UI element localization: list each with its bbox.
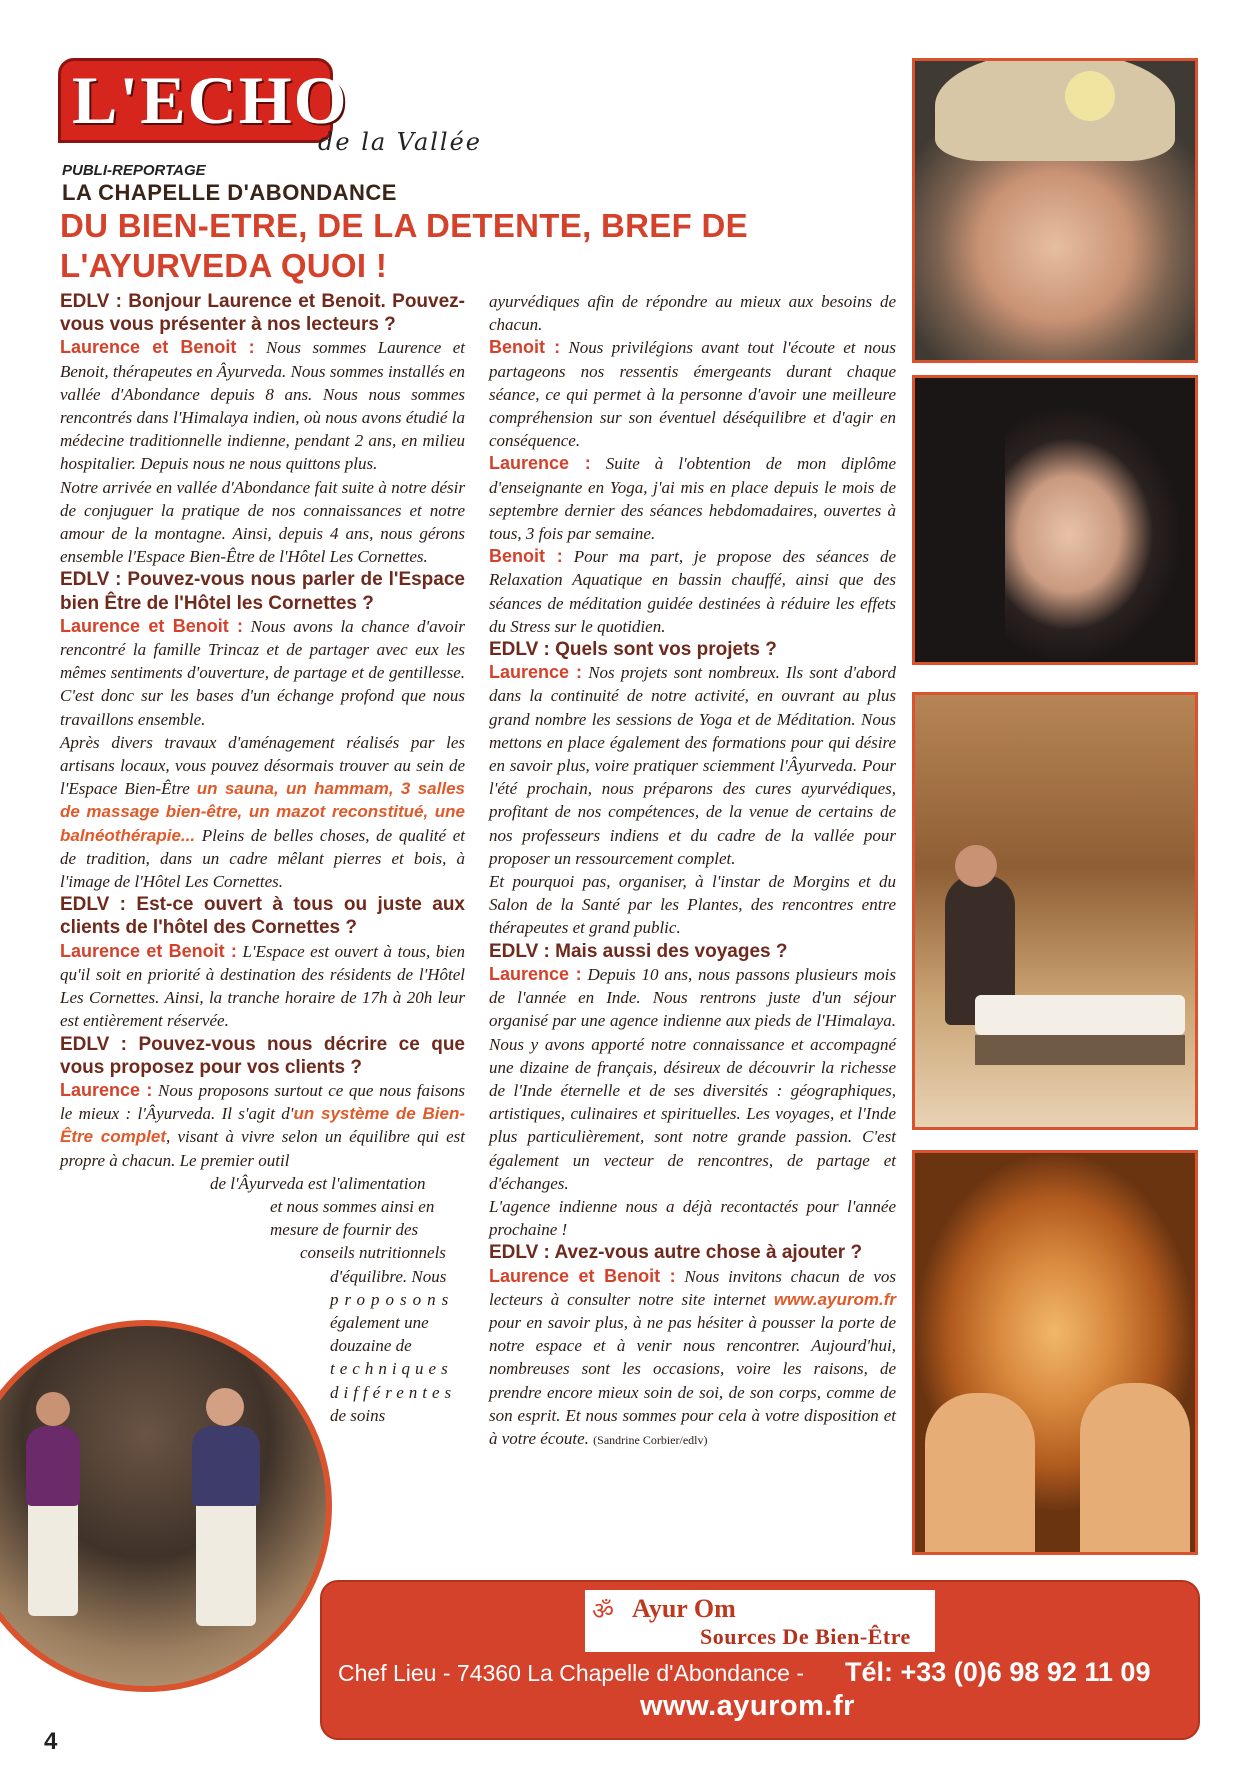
speaker-label: Benoit : [489, 337, 561, 358]
question-2: EDLV : Pouvez-vous nous parler de l'Espace bien Être de l'Hôtel les Cornettes ? [60, 569, 465, 614]
speaker-label: Laurence et Benoit : [489, 1265, 676, 1286]
right-column [489, 290, 896, 1452]
speaker-label: Laurence et Benoit : [60, 615, 244, 636]
om-icon: ॐ [592, 1597, 614, 1625]
answer-text: L'agence indienne nous a déjà recontactés pour l'année prochaine ! [489, 1196, 896, 1240]
answer-text: Notre arrivée en vallée d'Abondance fait suite à notre désir de conjuguer la pratique de nos connaissances et notre amour de la montagne. Ainsi, depuis 4 ans, nous gérons ensemble l'Espace Bien-Être de l'Hôtel Les Cornettes. [60, 477, 465, 567]
question-5: EDLV : Quels sont vos projets ? [489, 639, 777, 661]
photo-benoit-portrait [912, 58, 1198, 363]
advert-phone[interactable]: Tél: +33 (0)6 98 92 11 09 [845, 1657, 1151, 1687]
speaker-label: Benoit : [489, 546, 563, 567]
answer-text: Nos projets sont nombreux. Ils sont d'abord dans la continuité de notre activité, en ouvrant au plus grand nombre les sessions de Yoga et de Méditation. Nous mettons en place également des formations pour qui désire en savoir plus, voire pratiquer sciemment l'Âyurveda. Pour l'été prochain, nous préparons des cures ayurvédiques, profitant de nos compétences, de la venue de certains de nos professeurs indiens et du cadre de la vallée pour proposer un ressourcement complet. [489, 663, 896, 868]
highlight-text: un système de Bien-Être complet [60, 1104, 466, 1147]
wrapped-line: et nous sommes ainsi en [270, 1196, 435, 1216]
wrapped-line: d'équilibre. Nous [330, 1266, 447, 1286]
answer-text: Nous sommes Laurence et Benoit, thérapeutes en Âyurveda. Nous sommes installés en vallée d'Abondance depuis 8 ans. Nous nous sommes rencontrés dans l'Himalaya indien, où nous avons étudié la médecine traditionnelle indienne, pendant 2 ans, en milieu hospitalier. Depuis nous ne nous quittons plus. [60, 338, 465, 474]
question-1: EDLV : Bonjour Laurence et Benoit. Pouvez-vous vous présenter à nos lecteurs ? [60, 291, 465, 336]
speaker-label: Laurence : [489, 662, 582, 683]
left-column [60, 290, 465, 1427]
highlight-text: un sauna, un hammam, 3 salles de massage bien-être, un mazot reconstitué, une balnéothérapie... [60, 779, 465, 845]
logo-subtitle: de la Vallée [318, 128, 483, 156]
speaker-label: Laurence et Benoit : [60, 940, 237, 961]
answer-text: L'Espace est ouvert à tous, bien qu'il soit en priorité à destination des résidents de l'Hôtel Les Cornettes. Ainsi, la tranche horaire de 17h à 20h leur est entièrement réservée. [60, 941, 465, 1031]
wrapped-line: de l'Âyurveda est l'alimentation [210, 1173, 426, 1193]
question-7: EDLV : Avez-vous autre chose à ajouter ? [489, 1242, 863, 1264]
website-link[interactable]: www.ayurom.fr [773, 1289, 896, 1309]
wrapped-line: proposons [330, 1289, 455, 1309]
wrapped-line: techniques [330, 1359, 453, 1379]
logo-title: L'ECHO [72, 62, 349, 138]
answer-text: Nous proposons surtout ce que nous faisons le mieux : l'Âyurveda. Il s'agit d' [60, 1080, 466, 1124]
answer-text: Suite à l'obtention de mon diplôme d'enseignante en Yoga, j'ai mis en place depuis le mois de septembre dernier des séances hebdomadaires, ouvertes à tous, 3 fois par semaine. [489, 454, 897, 544]
page-number: 4 [44, 1728, 58, 1755]
kicker: PUBLI-REPORTAGE [62, 162, 206, 179]
location-title: LA CHAPELLE D'ABONDANCE [62, 180, 397, 205]
answer-text: Nous privilégions avant tout l'écoute et nous partageons nos ressentis émergeants durant chaque séance, ce qui permet à la personne d'avoir une meilleure compréhension sur son éventuel déséquilibre et d'agir en conséquence. [489, 338, 896, 451]
answer-text: ayurvédiques afin de répondre au mieux aux besoins de chacun. [489, 292, 896, 335]
advert-address: Chef Lieu - 74360 La Chapelle d'Abondance - [338, 1660, 805, 1686]
speaker-label: Laurence et Benoit : [60, 337, 255, 358]
question-3: EDLV : Est-ce ouvert à tous ou juste aux clients de l'hôtel des Cornettes ? [60, 894, 465, 939]
advert-brand: Ayur Om [632, 1594, 736, 1623]
wrapped-line: de soins [330, 1405, 386, 1425]
answer-text: Nous invitons chacun de vos lecteurs à consulter notre site internet [489, 1266, 896, 1309]
question-6: EDLV : Mais aussi des voyages ? [489, 940, 788, 962]
photo-head-massage [912, 1150, 1198, 1555]
answer-text: Pleins de belles choses, de qualité et de tradition, dans un cadre mêlant pierres et bois, à l'image de l'Hôtel Les Cornettes. [60, 825, 465, 892]
wrapped-line: également une [330, 1312, 429, 1332]
photo-massage-room [912, 692, 1198, 1130]
credit: (Sandrine Corbier/edlv) [593, 1432, 708, 1447]
answer-text: pour en savoir plus, à ne pas hésiter à pousser la porte de notre espace et à venir nous rencontrer. Aujourd'hui, nombreuses sont les occasions, voire les raisons, de prendre encore mieux soin de soi, de son corps, comme de son esprit. Et nous sommes pour cela à votre disposition et à votre écoute. [489, 1312, 896, 1448]
answer-text: , visant à vivre selon un équilibre qui est propre à chacun. Le premier outil [60, 1127, 465, 1170]
wrapped-line: douzaine de [330, 1336, 412, 1356]
photo-laurence-portrait [912, 375, 1198, 665]
speaker-label: Laurence : [60, 1079, 153, 1100]
question-4: EDLV : Pouvez-vous nous décrire ce que vous proposez pour vos clients ? [60, 1033, 465, 1078]
wrapped-line: conseils nutritionnels [300, 1243, 446, 1263]
wrapped-line: mesure de fournir des [270, 1220, 419, 1240]
advert-website-link[interactable]: www.ayurom.fr [640, 1690, 855, 1722]
answer-text: Après divers travaux d'aménagement réalisés par les artisans locaux, vous pouvez désormais trouver au sein de l'Espace Bien-Être [60, 732, 465, 799]
speaker-label: Laurence : [489, 453, 591, 474]
answer-text: Nous avons la chance d'avoir rencontré la famille Trincaz et de partager avec eux les mêmes sentiments d'ouverture, de partage et de gentillesse. C'est donc sur les bases d'un échange profond que nous travaillons ensemble. [60, 616, 466, 729]
headline: DU BIEN-ETRE, DE LA DETENTE, BREF DE L'AYURVEDA QUOI ! [60, 207, 748, 284]
answer-text: Pour ma part, je propose des séances de Relaxation Aquatique en bassin chauffé, ainsi que des séances de méditation guidée destinées à réduire les effets du Stress sur le quotidien. [489, 547, 896, 636]
advert-tagline: Sources De Bien-Être [700, 1624, 911, 1649]
wrapped-line: différentes [330, 1382, 457, 1402]
answer-text: Et pourquoi pas, organiser, à l'instar de Morgins et du Salon de la Santé par les Plantes, des rencontres entre thérapeutes et grand public. [489, 872, 896, 938]
answer-text: Depuis 10 ans, nous passons plusieurs mois de l'année en Inde. Nous rentrons juste d'un séjour organisé par une agence indienne aux pieds de l'Himalaya. Nous y avons apporté notre connaissance et accompagné une dizaine de français, désireux de découvrir la richesse de l'Inde éternelle et de ses diversités : géographiques, artistiques, culinaires et spirituelles. Les voyages, et l'Inde plus particulièrement, sont notre grande passion. C'est également un vecteur de rencontres, de partage et d'échanges. [489, 964, 896, 1193]
speaker-label: Laurence : [489, 963, 582, 984]
